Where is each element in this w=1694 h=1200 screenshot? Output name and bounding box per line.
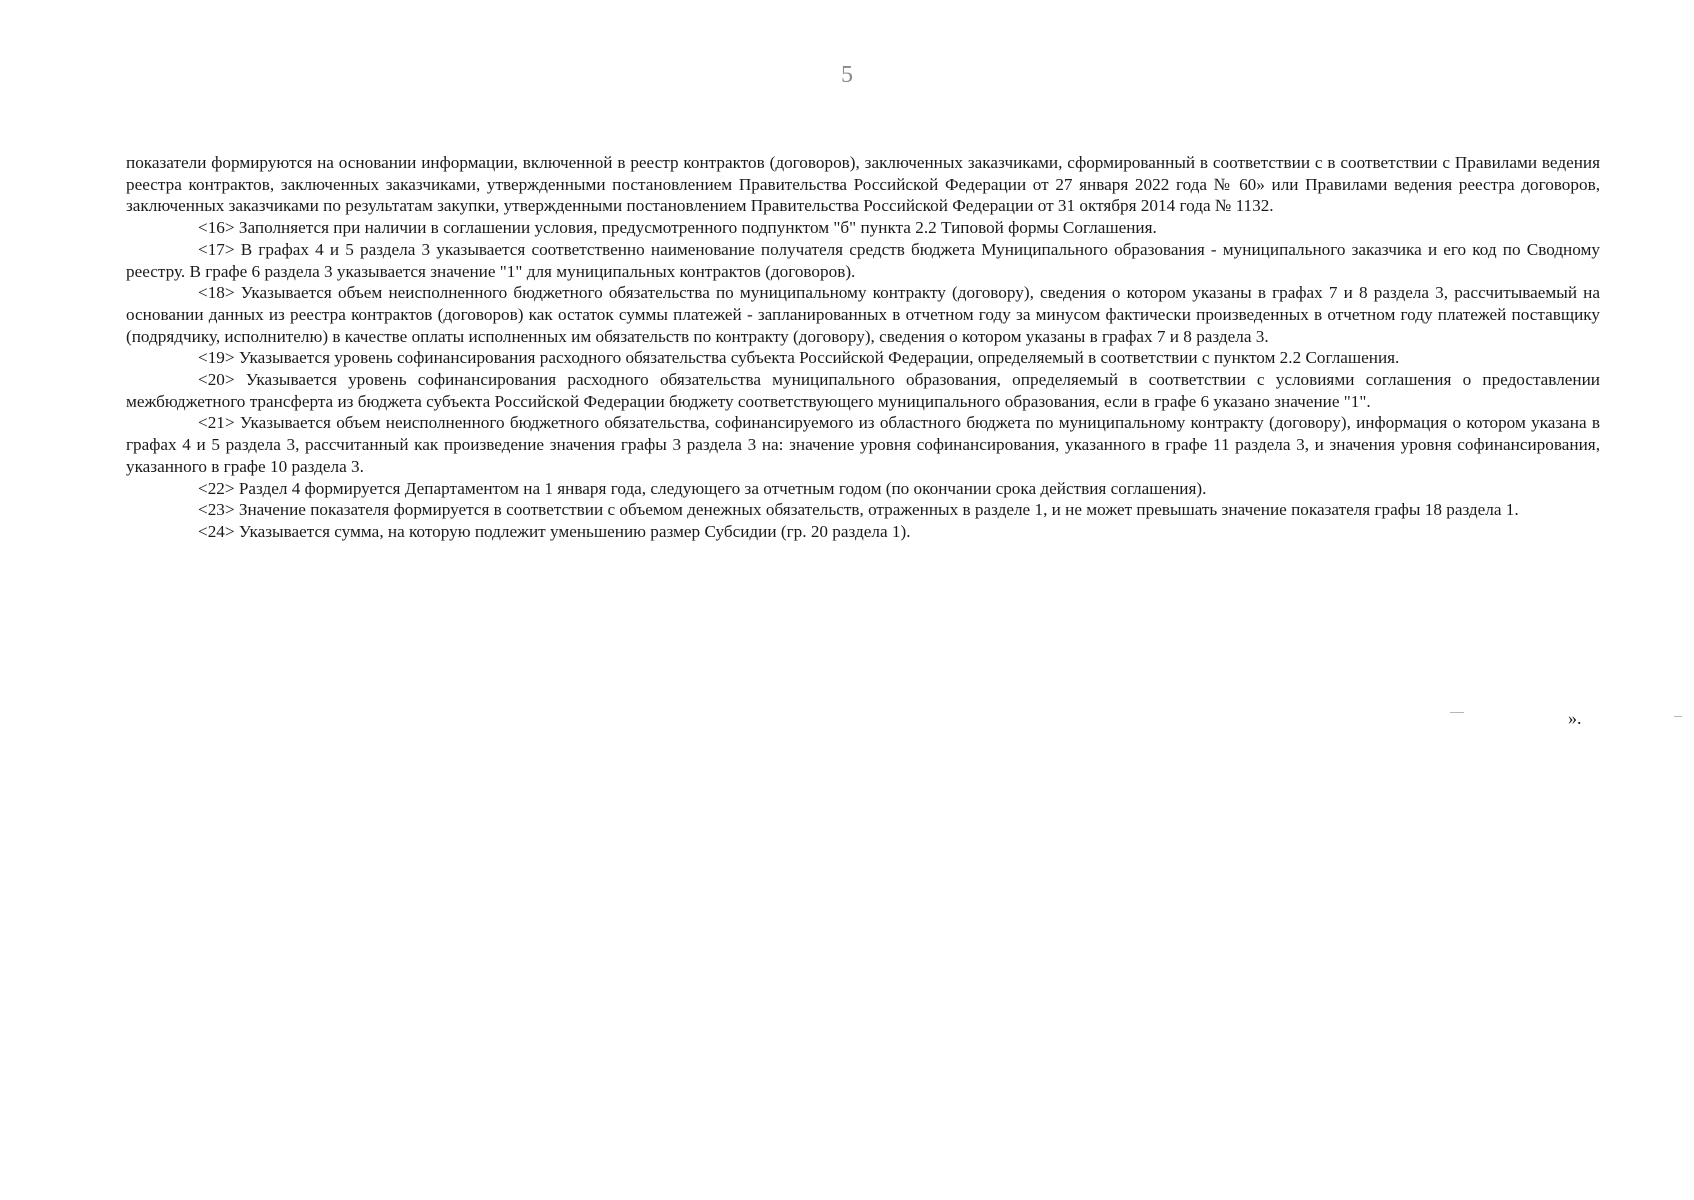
footnote-23: <23> Значение показателя формируется в соответствии с объемом денежных обязательств, отраженных в разделе 1, и не может превышать значение показателя графы 18 раздела 1. xyxy=(198,500,1519,520)
footnote-21: <21> Указывается объем неисполненного бюджетного обязательства, софинансируемого из областного бюджета по муниципальному контракту (договору), информация о котором указана в графах 4 и 5 раздела 3, рассчитанный как произведение значения графы 3 раздела 3 на: значение уровня софинансирования, указанного в графе 11 раздела 3, и значения уровня софинансирования, указанного в графе 10 раздела 3. xyxy=(126,413,1600,476)
intro-paragraph: показатели формируются на основании информации, включенной в реестр контрактов (договоров), заключенных заказчиками, сформированный в соответствии с в соответствии с Правилами ведения реестра контрактов, заключенных заказчиками, утвержденными постановлением Правительства Российской Федерации от 27 января 2022 года № 60» или Правилами ведения реестра договоров, заключенных заказчиками по результатам закупки, утвержденными постановлением Правительства Российской Федерации от 31 октября 2014 года № 1132. xyxy=(126,153,1600,216)
footnote-22: <22> Раздел 4 формируется Департаментом на 1 января года, следующего за отчетным годом (по окончании срока действия соглашения). xyxy=(198,478,1207,498)
footnote-24: <24> Указывается сумма, на которую подлежит уменьшению размер Субсидии (гр. 20 раздела 1). xyxy=(198,521,911,541)
document-body xyxy=(126,152,1600,543)
scan-artifact xyxy=(1674,716,1682,717)
closing-quote-mark: ». xyxy=(1568,708,1582,728)
footnote-16: <16> Заполняется при наличии в соглашении условия, предусмотренного подпунктом "б" пункта 2.2 Типовой формы Соглашения. xyxy=(198,218,1157,238)
footnote-17: <17> В графах 4 и 5 раздела 3 указывается соответственно наименование получателя средств бюджета Муниципального образования - муниципального заказчика и его код по Сводному реестру. В графе 6 раздела 3 указывается значение "1" для муниципальных контрактов (договоров). xyxy=(126,239,1600,281)
footnote-20: <20> Указывается уровень софинансирования расходного обязательства муниципального образования, определяемый в соответствии с условиями соглашения о предоставлении межбюджетного трансферта из бюджета субъекта Российской Федерации бюджету соответствующего муниципального образования, если в графе 6 указано значение "1". xyxy=(126,370,1600,411)
footnote-18: <18> Указывается объем неисполненного бюджетного обязательства по муниципальному контракту (договору), сведения о котором указаны в графах 7 и 8 раздела 3, рассчитываемый на основании данных из реестра контрактов (договоров) как остаток суммы платежей - запланированных в отчетном году за минусом фактически произведенных в отчетном году платежей поставщику (подрядчику, исполнителю) в качестве оплаты исполненных им обязательств по контракту (договору), сведения о котором указаны в графах 7 и 8 раздела 3. xyxy=(126,283,1600,346)
footnote-19: <19> Указывается уровень софинансирования расходного обязательства субъекта Российской Федерации, определяемый в соответствии с пунктом 2.2 Соглашения. xyxy=(198,348,1400,368)
page-number: 5 xyxy=(841,62,853,88)
scan-artifact xyxy=(1450,712,1464,713)
